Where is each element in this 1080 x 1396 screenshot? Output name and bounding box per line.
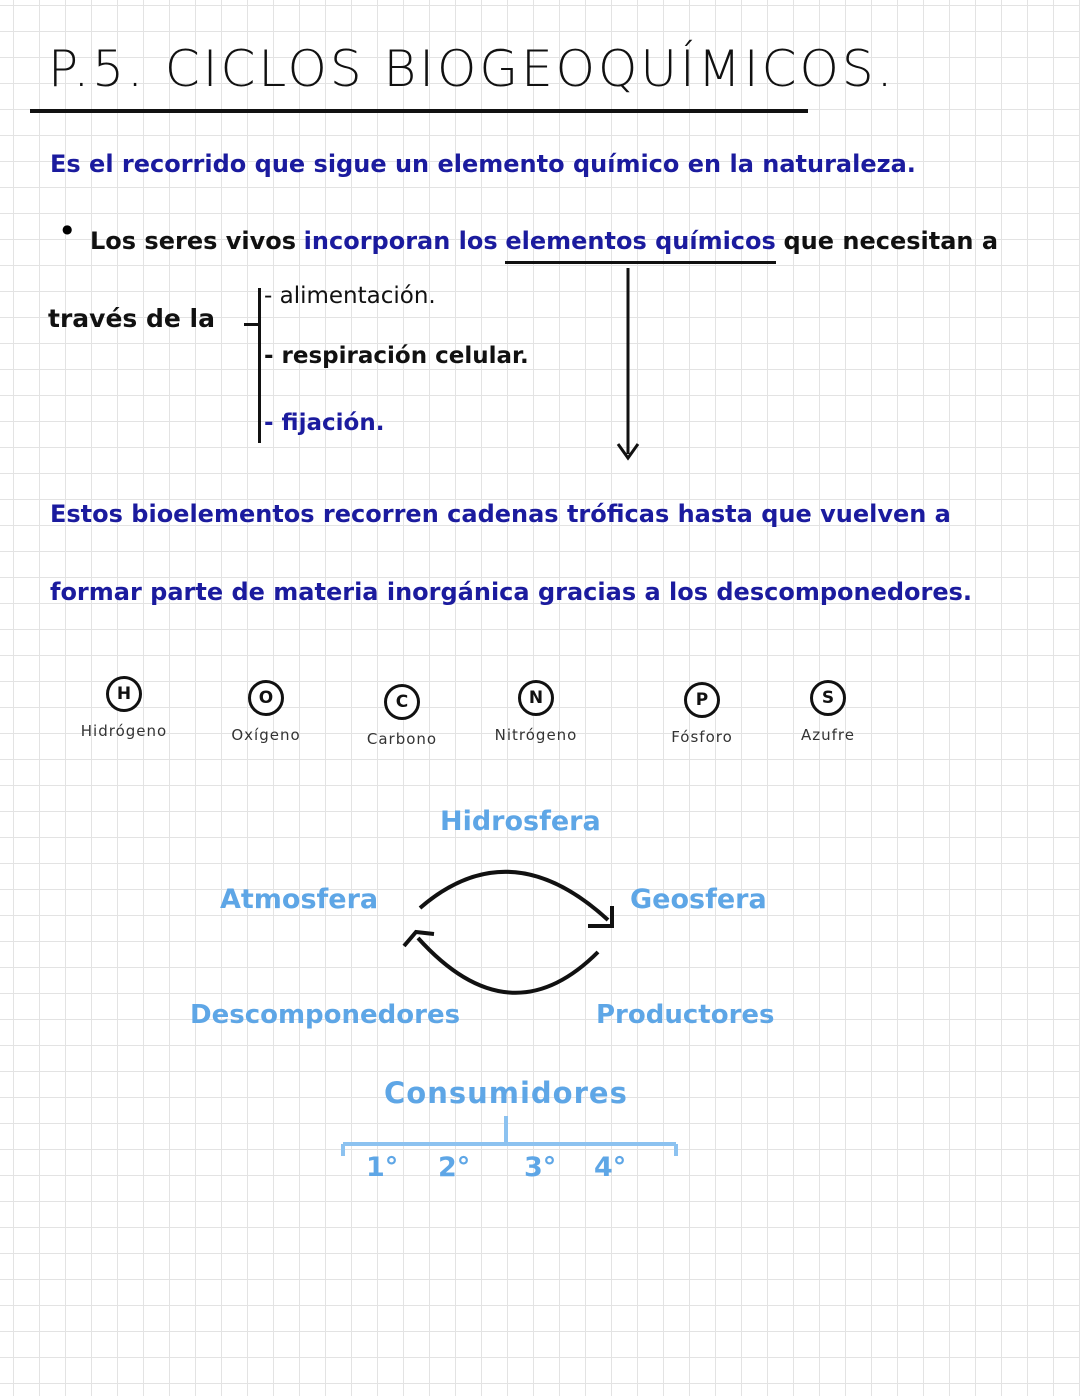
cycle-label-right: Geosfera — [630, 884, 767, 915]
consumer-level: 1° — [366, 1152, 399, 1183]
bullet-text-blue: incorporan los — [303, 227, 498, 255]
consumer-level: 2° — [438, 1152, 471, 1183]
bullet-text-black-2: que necesitan a — [783, 227, 999, 255]
down-arrow-icon — [600, 266, 660, 466]
bullet-line — [90, 227, 998, 255]
cycle-label-top: Hidrosfera — [440, 806, 601, 837]
page-title: P.5. CICLOS BIOGEOQUÍMICOS. — [48, 40, 896, 98]
cycle-arrows-icon — [390, 850, 640, 1020]
element-symbol: H — [106, 676, 142, 712]
definition-text: Es el recorrido que sigue un elemento químico en la naturaleza. — [50, 150, 916, 178]
element-phosphorus — [640, 682, 764, 746]
element-carbon — [340, 684, 464, 748]
cycle-label-bottom-left: Descomponedores — [190, 1000, 461, 1030]
element-name: Fósforo — [671, 728, 733, 746]
element-oxygen — [204, 680, 328, 744]
element-nitrogen — [474, 680, 598, 744]
paragraph-line-2: formar parte de materia inorgánica gracias a los descomponedores. — [50, 578, 973, 606]
process-item: - respiración celular. — [264, 343, 529, 369]
element-name: Azufre — [801, 726, 855, 744]
title-underline — [30, 109, 808, 113]
element-hydrogen — [62, 676, 186, 740]
element-symbol: N — [518, 680, 554, 716]
bullet-text-underlined: elementos químicos — [505, 227, 775, 264]
element-name: Nitrógeno — [494, 726, 578, 744]
element-symbol: P — [684, 682, 720, 718]
bullet-dot: ● — [62, 222, 73, 236]
process-item: - alimentación. — [264, 283, 436, 309]
element-symbol: C — [384, 684, 420, 720]
element-sulfur — [766, 680, 890, 744]
element-name: Hidrógeno — [80, 722, 168, 740]
bullet-text-black-1: Los seres vivos — [90, 227, 297, 255]
process-item: - fijación. — [264, 410, 385, 436]
bullet-line-2: través de la — [48, 304, 215, 333]
bracket-vertical — [258, 288, 261, 443]
consumer-level: 4° — [594, 1152, 627, 1183]
consumer-level: 3° — [524, 1152, 557, 1183]
cycle-label-bottom-right: Productores — [596, 1000, 775, 1030]
element-name: Carbono — [366, 730, 438, 748]
cycle-label-left: Atmosfera — [220, 884, 379, 915]
element-symbol: O — [248, 680, 284, 716]
consumers-label: Consumidores — [384, 1076, 628, 1110]
element-symbol: S — [810, 680, 846, 716]
element-name: Oxígeno — [231, 726, 301, 744]
paragraph-line-1: Estos bioelementos recorren cadenas tróficas hasta que vuelven a — [50, 500, 951, 528]
